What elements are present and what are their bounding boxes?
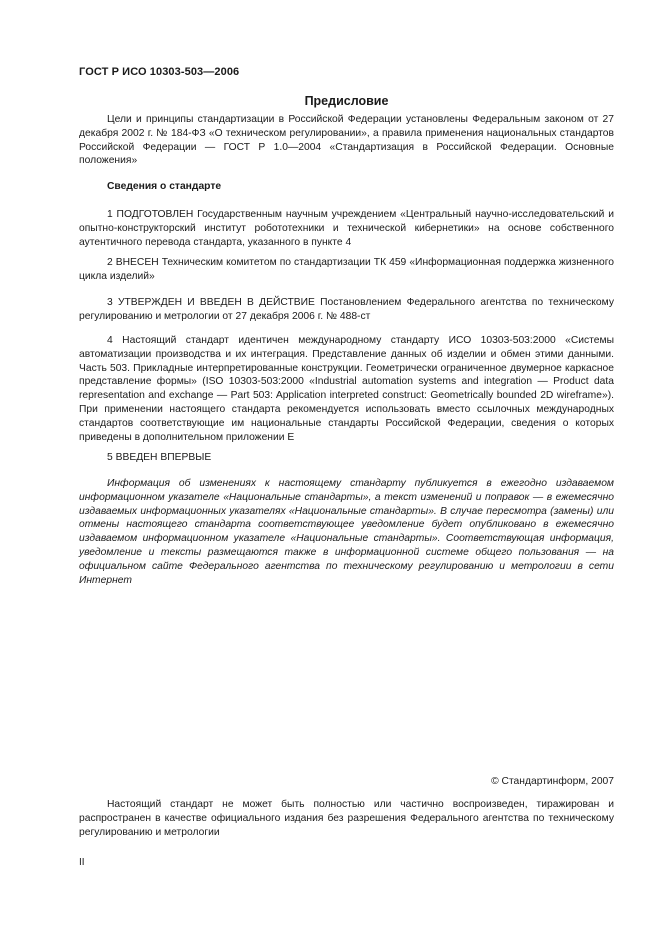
preface-intro: Цели и принципы стандартизации в Российской Федерации установлены Федеральным законом от 27 декабря 2002 г. № 184-ФЗ «О техническом регулировании», а правила применения национальных стандартов Российской Федерации — ГОСТ Р 1.0—2004 «Стандартизация в Российской Федерации. Основные положения» — [79, 114, 614, 167]
page-number: II — [79, 857, 85, 868]
info-item-5: 5 ВВЕДЕН ВПЕРВЫЕ — [107, 452, 212, 463]
standard-code-header: ГОСТ Р ИСО 10303-503—2006 — [79, 66, 240, 78]
info-heading: Сведения о стандарте — [107, 181, 222, 192]
info-item-4: 4 Настоящий стандарт идентичен международному стандарту ИСО 10303-503:2000 «Системы автоматизации производства и их интеграция. Представление данных об изделии и обмен этими данными. Часть 503. Прикладные интерпретированные конструкции. Геометрически ограниченное двумерное каркасное представление формы» (ISO 10303-503:2000 «Industrial automation systems and integration — Product data representation and exchange — Part 503: Application interpreted construct: Geometrically bounded 2D wireframe»). При применении настоящего стандарта рекомендуется использовать вместо ссылочных международных стандартов соответствующие им национальные стандарты Российской Федерации, сведения о которых приведены в дополнительном приложении Е — [79, 335, 614, 443]
changes-notice: Информация об изменениях к настоящему стандарту публикуется в ежегодно издаваемом информационном указателе «Национальные стандарты», а текст изменений и поправок — в ежемесячно издаваемых информационных указателях «Национальные стандарты». В случае пересмотра (замены) или отмены настоящего стандарта соответствующее уведомление будет опубликовано в ежемесячно издаваемом информационном указателе «Национальные стандарты». Соответствующая информация, уведомление и тексты размещаются также в информационной системе общего пользования — на официальном сайте Федерального агентства по техническому регулированию и метрологии в сети Интернет — [79, 478, 614, 586]
reproduction-notice: Настоящий стандарт не может быть полностью или частично воспроизведен, тиражирован и распространен в качестве официального издания без разрешения Федерального агентства по техническому регулированию и метрологии — [79, 799, 614, 838]
info-item-2: 2 ВНЕСЕН Техническим комитетом по стандартизации ТК 459 «Информационная поддержка жизненного цикла изделий» — [79, 257, 614, 282]
info-item-3: 3 УТВЕРЖДЕН И ВВЕДЕН В ДЕЙСТВИЕ Постановлением Федерального агентства по техническому регулированию и метрологии от 27 декабря 2006 г. № 488-ст — [79, 297, 614, 322]
copyright-line: © Стандартинформ, 2007 — [491, 776, 614, 787]
preface-title-text: Предисловие — [304, 94, 389, 108]
preface-title — [0, 94, 661, 108]
info-item-1: 1 ПОДГОТОВЛЕН Государственным научным учреждением «Центральный научно-исследовательский и опытно-конструкторский институт робототехники и технической кибернетики» на основе собственного аутентичного перевода стандарта, указанного в пункте 4 — [79, 209, 614, 248]
